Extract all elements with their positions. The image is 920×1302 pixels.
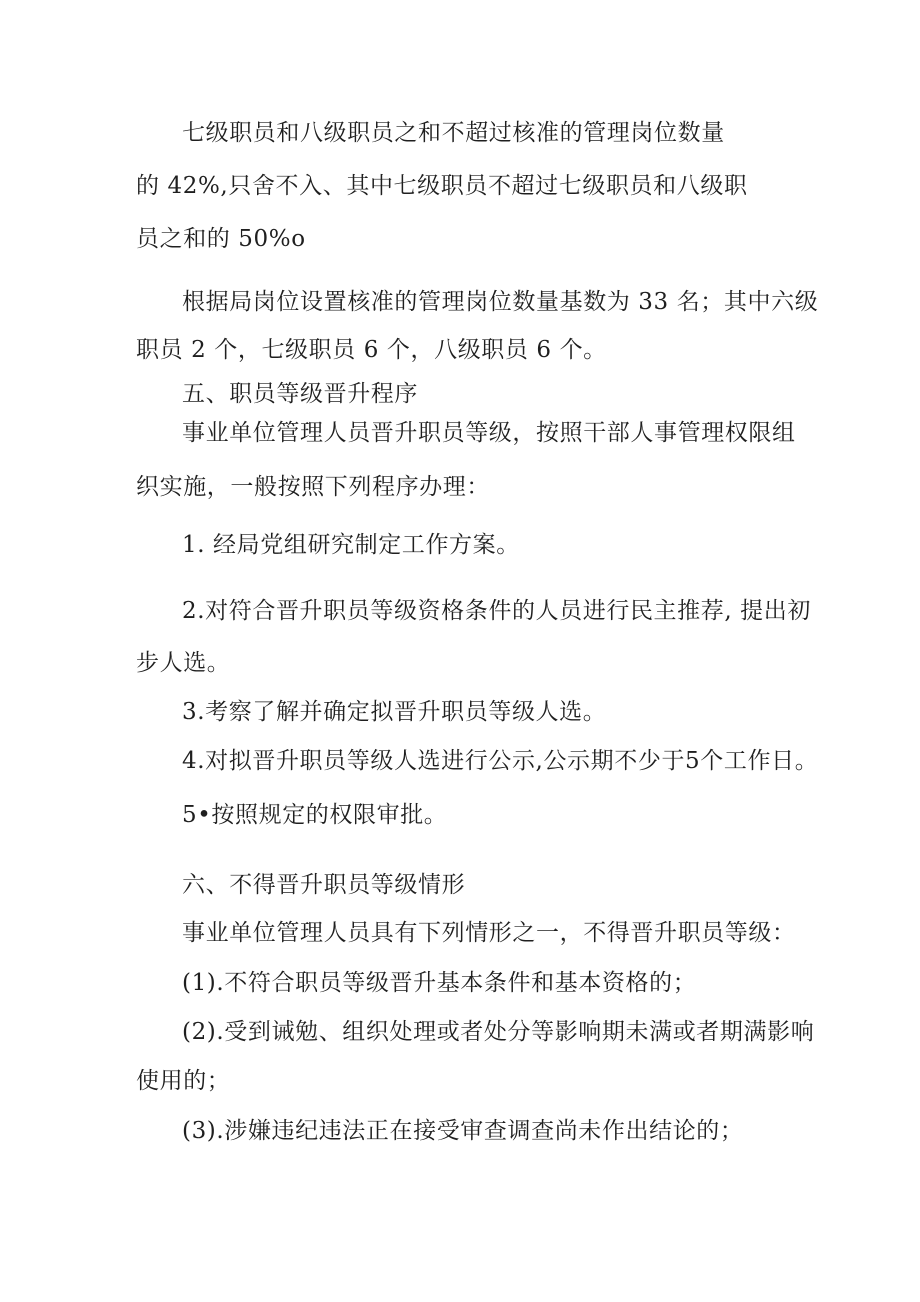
condition-item-2-cont: 使用的；: [136, 1068, 231, 1094]
text-line-5: 职员 2 个，七级职员 6 个，八级职员 6 个。: [136, 337, 607, 363]
text-line-8: 织实施，一般按照下列程序办理：: [136, 474, 490, 500]
procedure-step-1: 1. 经局党组研究制定工作方案。: [182, 532, 520, 558]
procedure-step-2-cont: 步人选。: [136, 650, 231, 676]
text-line-3: 员之和的 50%o: [136, 226, 306, 252]
text-line-1: 七级职员和八级职员之和不超过核准的管理岗位数量: [182, 120, 725, 146]
condition-item-1: (1).不符合职员等级晋升基本条件和基本资格的；: [182, 970, 697, 996]
text-line-4: 根据局岗位设置核准的管理岗位数量基数为 33 名；其中六级: [182, 289, 819, 315]
condition-item-3: (3).涉嫌违纪违法正在接受审查调查尚未作出结论的；: [182, 1118, 744, 1144]
section-heading-6: 六、不得晋升职员等级情形: [182, 872, 466, 898]
section-heading-5: 五、职员等级晋升程序: [182, 381, 418, 407]
procedure-step-5: 5•按照规定的权限审批。: [182, 802, 448, 828]
text-line-16: 事业单位管理人员具有下列情形之一，不得晋升职员等级：: [182, 920, 796, 946]
text-line-7: 事业单位管理人员晋升职员等级，按照干部人事管理权限组: [182, 420, 796, 446]
procedure-step-4: 4.对拟晋升职员等级人选进行公示,公示期不少于5个工作日。: [182, 748, 819, 774]
text-line-2: 的 42%,只舍不入、其中七级职员不超过七级职员和八级职: [136, 173, 748, 199]
procedure-step-2: 2.对符合晋升职员等级资格条件的人员进行民主推荐, 提出初: [182, 598, 811, 624]
condition-item-2: (2).受到诫勉、组织处理或者处分等影响期未满或者期满影响: [182, 1019, 815, 1045]
procedure-step-3: 3.考察了解并确定拟晋升职员等级人选。: [182, 699, 607, 725]
